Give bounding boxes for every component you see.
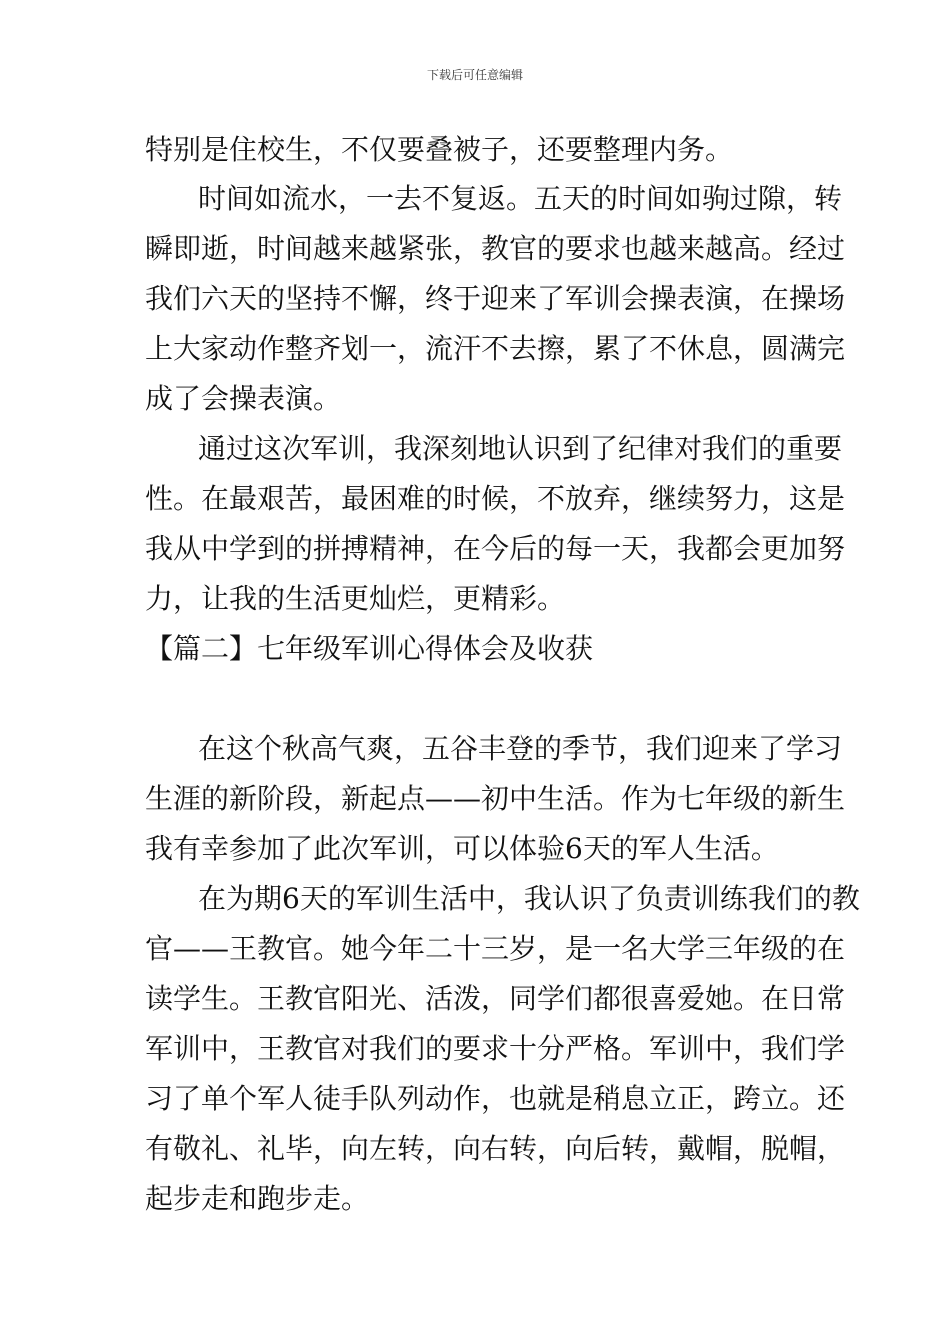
text-line: 有敬礼、礼毕，向左转，向右转，向后转，戴帽，脱帽， (145, 1132, 846, 1165)
text-line: 上大家动作整齐划一，流汗不去擦，累了不休息，圆满完 (145, 332, 846, 365)
text-line: 生涯的新阶段，新起点——初中生活。作为七年级的新生 (145, 782, 846, 815)
paragraph-first-line: 在这个秋高气爽，五谷丰登的季节，我们迎来了学习 (198, 732, 843, 765)
text-line: 军训中，王教官对我们的要求十分严格。军训中，我们学 (145, 1032, 846, 1065)
text-line: 我们六天的坚持不懈，终于迎来了军训会操表演，在操场 (145, 282, 846, 315)
text-line: 力，让我的生活更灿烂，更精彩。 (145, 582, 566, 615)
text-line: 习了单个军人徒手队列动作，也就是稍息立正，跨立。还 (145, 1082, 846, 1115)
header-note: 下载后可任意编辑 (426, 68, 523, 82)
text-line: 瞬即逝，时间越来越紧张，教官的要求也越来越高。经过 (145, 232, 846, 265)
section-heading: 【篇二】七年级军训心得体会及收获 (145, 632, 594, 665)
text-line: 起步走和跑步走。 (145, 1182, 370, 1215)
text-line: 特别是住校生，不仅要叠被子，还要整理内务。 (145, 133, 734, 166)
text-line: 读学生。王教官阳光、活泼，同学们都很喜爱她。在日常 (145, 982, 846, 1015)
text-line: 我有幸参加了此次军训，可以体验6天的军人生活。 (145, 832, 779, 865)
paragraph-first-line: 在为期6天的军训生活中，我认识了负责训练我们的教 (198, 882, 860, 915)
text-line: 官——王教官。她今年二十三岁，是一名大学三年级的在 (145, 932, 846, 965)
paragraph-first-line: 通过这次军训，我深刻地认识到了纪律对我们的重要 (198, 432, 843, 465)
text-line: 我从中学到的拼搏精神，在今后的每一天，我都会更加努 (145, 532, 846, 565)
text-line: 成了会操表演。 (145, 382, 342, 415)
text-line: 性。在最艰苦，最困难的时候，不放弃，继续努力，这是 (145, 482, 846, 515)
paragraph-first-line: 时间如流水，一去不复返。五天的时间如驹过隙，转 (198, 182, 843, 215)
